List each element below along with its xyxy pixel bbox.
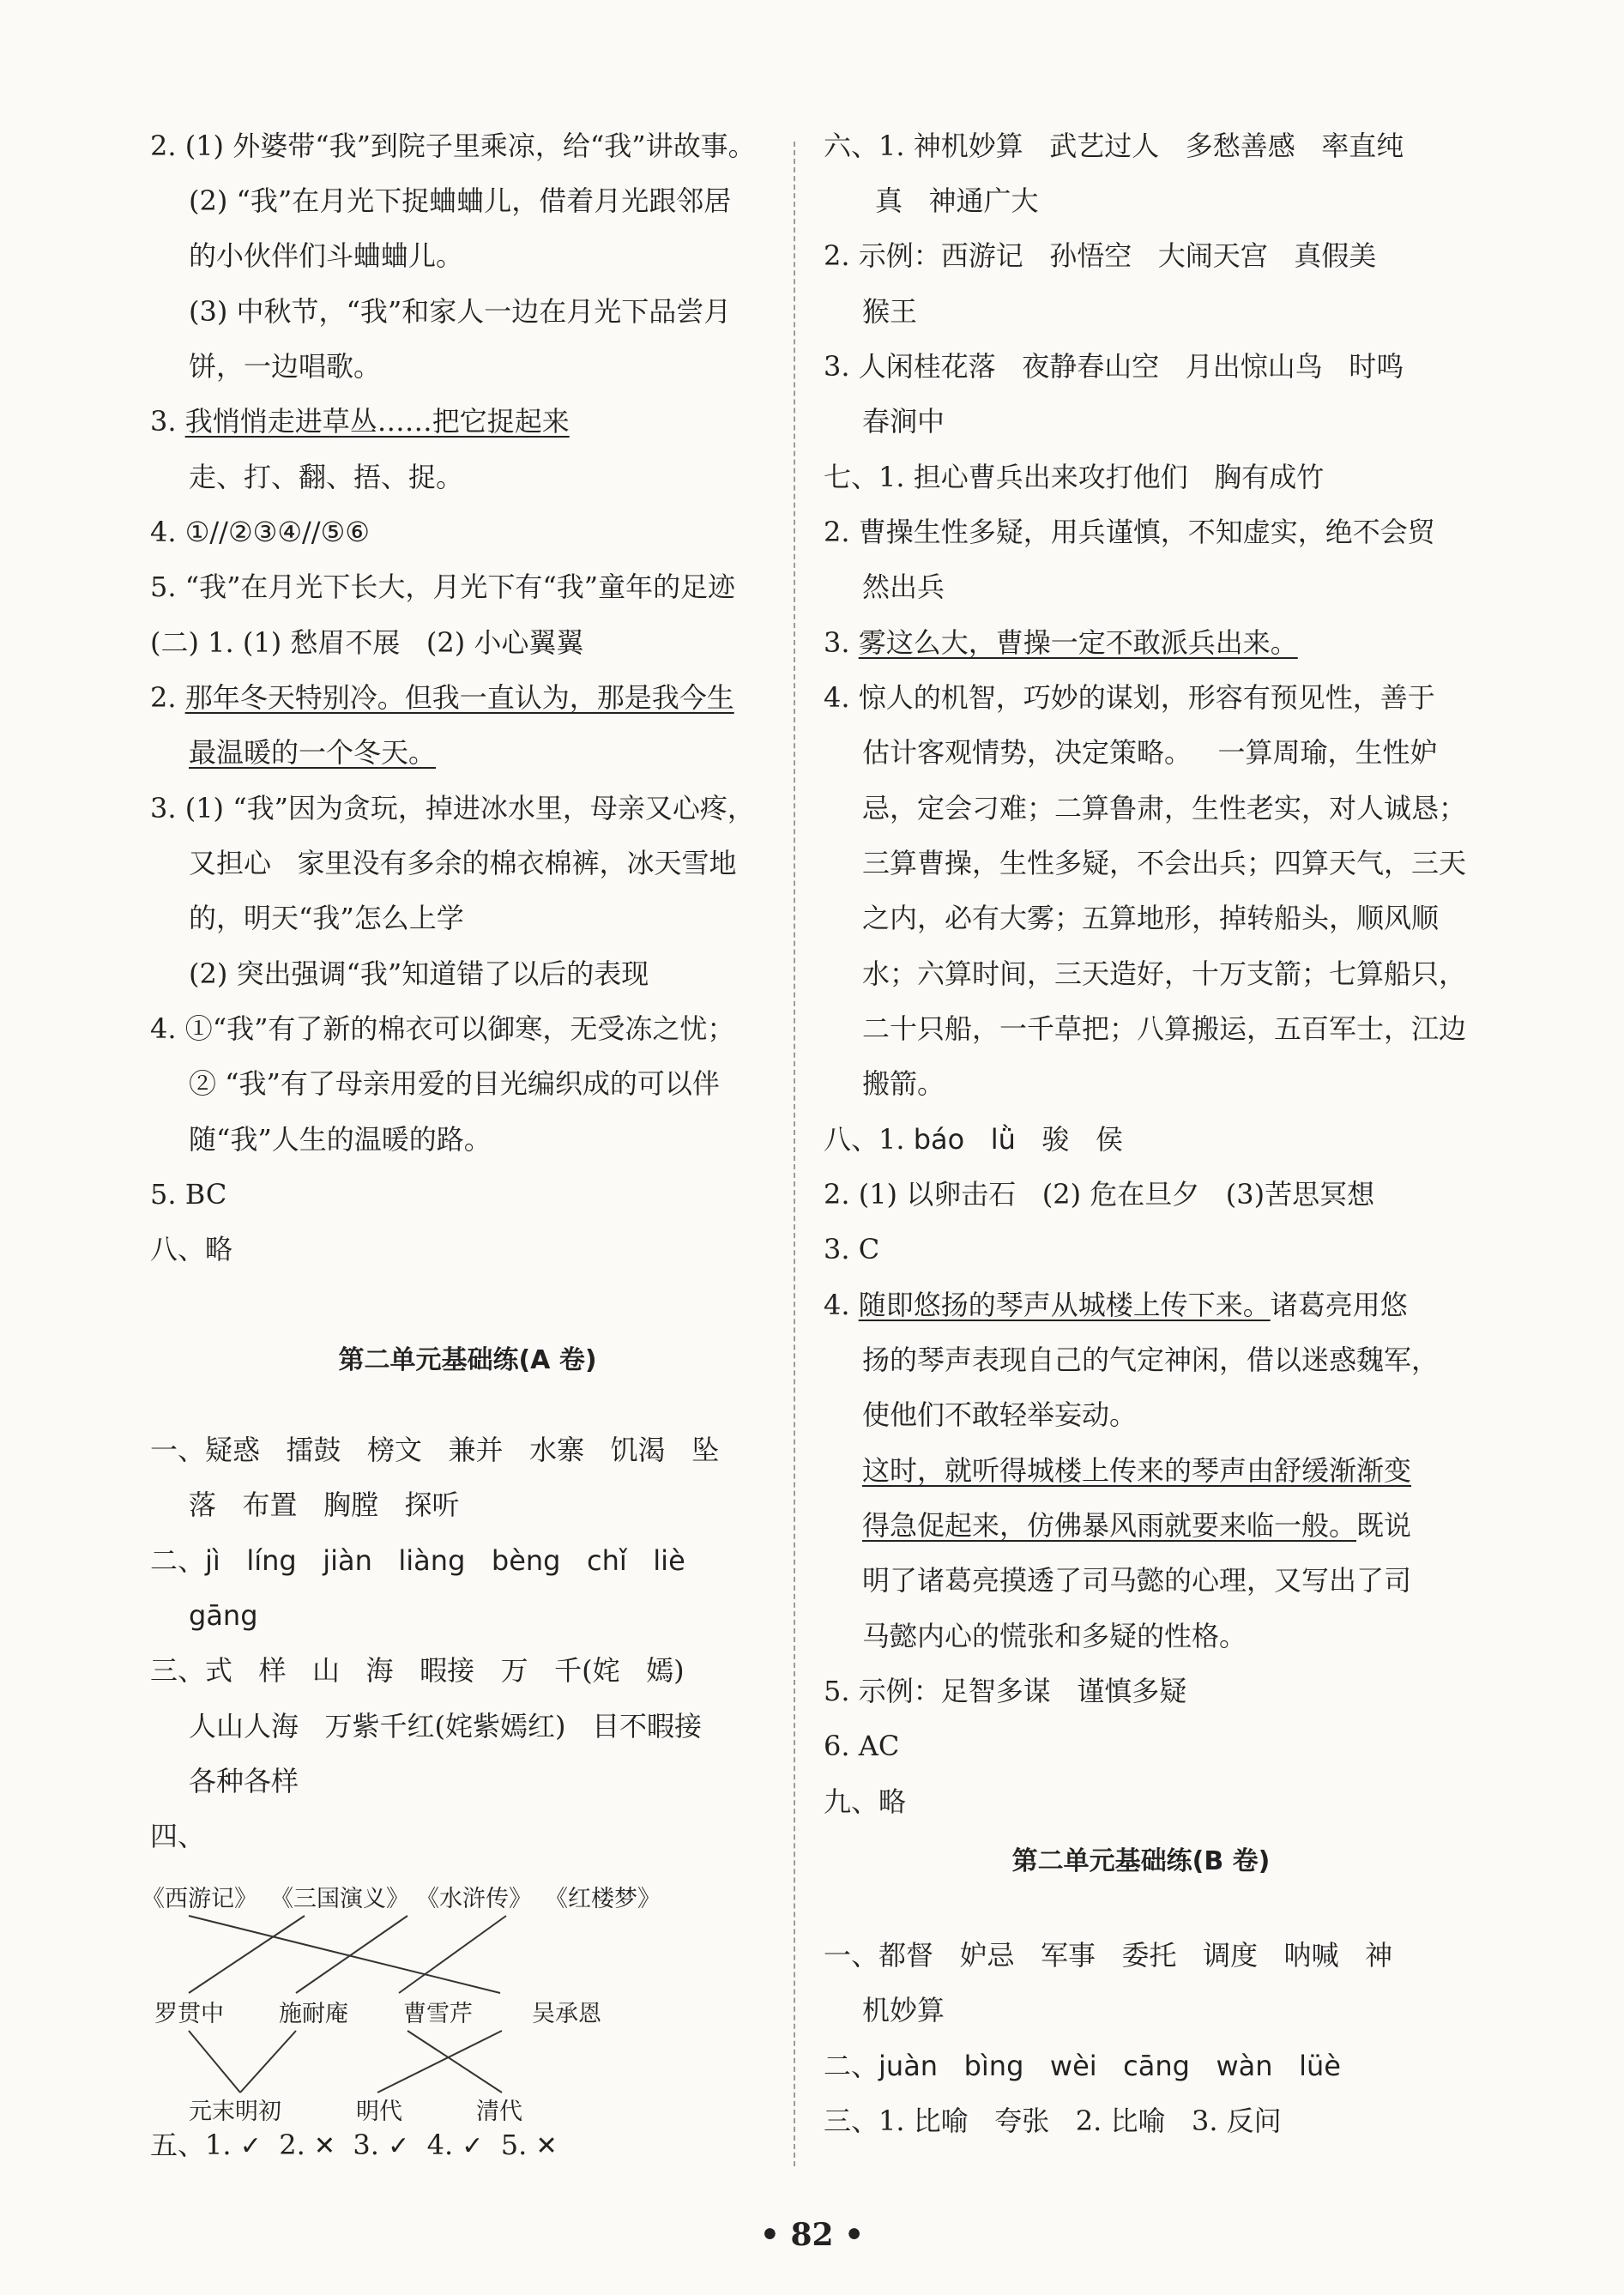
answer-line: 3. C (824, 1233, 880, 1265)
answer-line: 之内，必有大雾；五算地形，掉转船头，顺风顺 (862, 902, 1440, 934)
answer-line: 二十只船，一千草把；八算搬运，五百军士，江边 (862, 1012, 1467, 1045)
answer-line: 二、jì líng jiàn liàng bèng chǐ liè (150, 1544, 685, 1577)
section-heading: 第二单元基础练(A 卷) (338, 1345, 597, 1375)
answer-line: 三、1. 比喻 夸张 2. 比喻 3. 反问 (824, 2105, 1282, 2137)
underlined-quote: 那年冬天特别冷。但我一直认为，那是我今生 (184, 681, 734, 714)
answer-line: 2. (1) 以卵击石 (2) 危在旦夕 (3)苦思冥想 (824, 1178, 1375, 1211)
author-name: 施耐庵 (279, 2001, 348, 2027)
answer-line: 2. 那年冬天特别冷。但我一直认为，那是我今生 (150, 681, 734, 714)
era-label: 元末明初 (189, 2099, 281, 2125)
book-title: 《三国演义》 (270, 1886, 409, 1912)
answer-line: 七、1. 担心曹兵出来攻打他们 胸有成竹 (824, 461, 1325, 493)
check-icon: ✓ (239, 2131, 262, 2161)
answer-line: 一、疑惑 擂鼓 榜文 兼并 水寨 饥渴 坠 (150, 1434, 720, 1466)
answer-line: gāng (189, 1599, 258, 1632)
match-line (377, 2031, 502, 2093)
pinyin-answers: juàn bìng wèi cāng wàn lüè (878, 2050, 1341, 2082)
answer-line: 六、1. 神机妙算 武艺过人 多愁善感 率直纯 (824, 130, 1404, 162)
match-line (189, 2031, 240, 2093)
answer-line: 明了诸葛亮摸透了司马懿的心理，又写出了司 (862, 1564, 1412, 1597)
answer-line: 3. 我悄悄走进草丛……把它捉起来 (150, 405, 570, 438)
matching-diagram (142, 1883, 776, 2141)
answer-line: 2. (1) 外婆带“我”到院子里乘凉，给“我”讲故事。 (150, 130, 756, 162)
answer-line: 4. ①“我”有了新的棉衣可以御寒，无受冻之忧； (150, 1012, 735, 1045)
answer-line: 3. 人闲桂花落 夜静春山空 月出惊山鸟 时鸣 (824, 350, 1404, 383)
answer-line: 落 布置 胸膛 探听 (189, 1489, 460, 1521)
answer-line: 水；六算时间，三天造好，十万支箭；七算船只， (862, 957, 1467, 990)
answer-line: 饼，一边唱歌。 (189, 350, 382, 383)
answer-line: 四、 (150, 1820, 206, 1852)
answer-line: 一、都督 妒忌 军事 委托 调度 呐喊 神 (824, 1939, 1393, 1972)
answer-line: 4. 惊人的机智，巧妙的谋划，形容有预见性，善于 (824, 681, 1435, 714)
page-number: • 82 • (759, 2217, 865, 2253)
answer-line: ② “我”有了母亲用爱的目光编织成的可以伴 (189, 1067, 720, 1100)
author-name: 曹雪芹 (403, 2001, 473, 2027)
answer-line: 的，明天“我”怎么上学 (189, 902, 464, 934)
underlined-quote: 我悄悄走进草丛……把它捉起来 (184, 405, 570, 438)
answer-line: (2) 突出强调“我”知道错了以后的表现 (189, 957, 649, 990)
underlined-quote: 雾这么大，曹操一定不敢派兵出来。 (858, 626, 1298, 659)
answer-line: (2) “我”在月光下捉蛐蛐儿，借着月光跟邻居 (189, 184, 732, 217)
answer-line: 4. 随即悠扬的琴声从城楼上传下来。诸葛亮用悠 (824, 1289, 1408, 1321)
underlined-quote: 最温暖的一个冬天。 (189, 736, 437, 769)
answer-line: 又担心 家里没有多余的棉衣棉裤，冰天雪地 (189, 847, 737, 879)
answer-line: 4. ①//②③④//⑤⑥ (150, 516, 370, 548)
answer-line: (二) 1. (1) 愁眉不展 (2) 小心翼翼 (150, 626, 584, 659)
underlined-quote: 随即悠扬的琴声从城楼上传下来。 (858, 1289, 1271, 1321)
answer-line: 真 神通广大 (875, 184, 1039, 217)
answer-line: 3. (1) “我”因为贪玩，掉进冰水里，母亲又心疼， (150, 792, 755, 824)
answer-line: 3. 雾这么大，曹操一定不敢派兵出来。 (824, 626, 1298, 659)
answer-line: 机妙算 (862, 1994, 945, 2026)
answer-line: 估计客观情势，决定策略。 一算周瑜，生性妒 (862, 736, 1438, 769)
answer-line: 三、式 样 山 海 暇接 万 千(姹 嫣) (150, 1654, 685, 1687)
match-line (296, 1916, 408, 1993)
answer-line: 2. 示例：西游记 孙悟空 大闹天宫 真假美 (824, 239, 1377, 272)
author-name: 吴承恩 (532, 2001, 601, 2027)
answer-line: 使他们不敢轻举妄动。 (862, 1398, 1138, 1431)
pinyin-answers: jì líng jiàn liàng bèng chǐ liè (205, 1544, 685, 1577)
pinyin-answers: báo lǜ (913, 1123, 1016, 1156)
answer-line: 五、1. ✓ 2. ✕ 3. ✓ 4. ✓ 5. ✕ (150, 2129, 558, 2161)
answer-line: 春涧中 (862, 405, 945, 438)
author-name: 罗贯中 (154, 2001, 224, 2027)
era-label: 清代 (476, 2099, 522, 2125)
check-icon: ✓ (462, 2131, 484, 2161)
match-line (189, 1916, 305, 1993)
book-title: 《水浒传》 (416, 1886, 532, 1912)
book-title: 《红楼梦》 (545, 1886, 661, 1912)
answer-line: 2. 曹操生性多疑，用兵谨慎，不知虚实，绝不会贸 (824, 516, 1435, 548)
answer-line: 各种各样 (189, 1765, 299, 1797)
answer-line: 扬的琴声表现自己的气定神闲，借以迷惑魏军， (862, 1344, 1440, 1376)
answer-line: 人山人海 万紫千红(姹紫嫣红) 目不暇接 (189, 1710, 703, 1742)
answer-line: 三算曹操，生性多疑，不会出兵；四算天气，三天 (862, 847, 1467, 879)
answer-line: 八、略 (150, 1233, 233, 1265)
match-line (240, 2031, 296, 2093)
answer-line: 6. AC (824, 1730, 900, 1762)
answer-line (862, 1453, 1411, 1488)
answer-line: 搬箭。 (862, 1067, 945, 1100)
answer-line: (3) 中秋节，“我”和家人一边在月光下品尝月 (189, 295, 732, 328)
answer-line: 走、打、翻、捂、捉。 (189, 461, 464, 493)
answer-line: 二、juàn bìng wèi cāng wàn lüè (824, 2050, 1341, 2082)
answer-line: 5. BC (150, 1178, 227, 1211)
answer-line (189, 735, 436, 770)
answer-line: 猴王 (862, 295, 918, 328)
answer-line: 忌，定会刁难；二算鲁肃，生性老实，对人诚恳； (862, 792, 1467, 824)
era-label: 明代 (356, 2099, 402, 2125)
book-title: 《西游记》 (142, 1886, 257, 1912)
answer-line: 5. “我”在月光下长大，月光下有“我”童年的足迹 (150, 571, 736, 603)
column-divider (794, 142, 795, 2166)
underlined-quote: 这时，就听得城楼上传来的琴声由舒缓渐渐变 (862, 1454, 1412, 1487)
section-heading: 第二单元基础练(B 卷) (1011, 1846, 1271, 1876)
check-icon: ✓ (388, 2131, 410, 2161)
match-line (408, 2031, 502, 2093)
answer-line: 的小伙伴们斗蛐蛐儿。 (189, 239, 464, 272)
cross-icon: ✕ (535, 2131, 558, 2161)
answer-line: 随“我”人生的温暖的路。 (189, 1123, 492, 1156)
underlined-quote: 得急促起来，仿佛暴风雨就要来临一般。 (862, 1509, 1357, 1542)
answer-line: 九、略 (824, 1785, 907, 1818)
answer-line: 八、1. báo lǜ 骏 侯 (824, 1123, 1123, 1156)
answer-line: 5. 示例：足智多谋 谨慎多疑 (824, 1675, 1187, 1707)
answer-line: 得急促起来，仿佛暴风雨就要来临一般。既说 (862, 1509, 1412, 1542)
answer-line: 马懿内心的慌张和多疑的性格。 (862, 1620, 1247, 1652)
cross-icon: ✕ (313, 2131, 336, 2161)
answer-line: 然出兵 (862, 571, 945, 603)
